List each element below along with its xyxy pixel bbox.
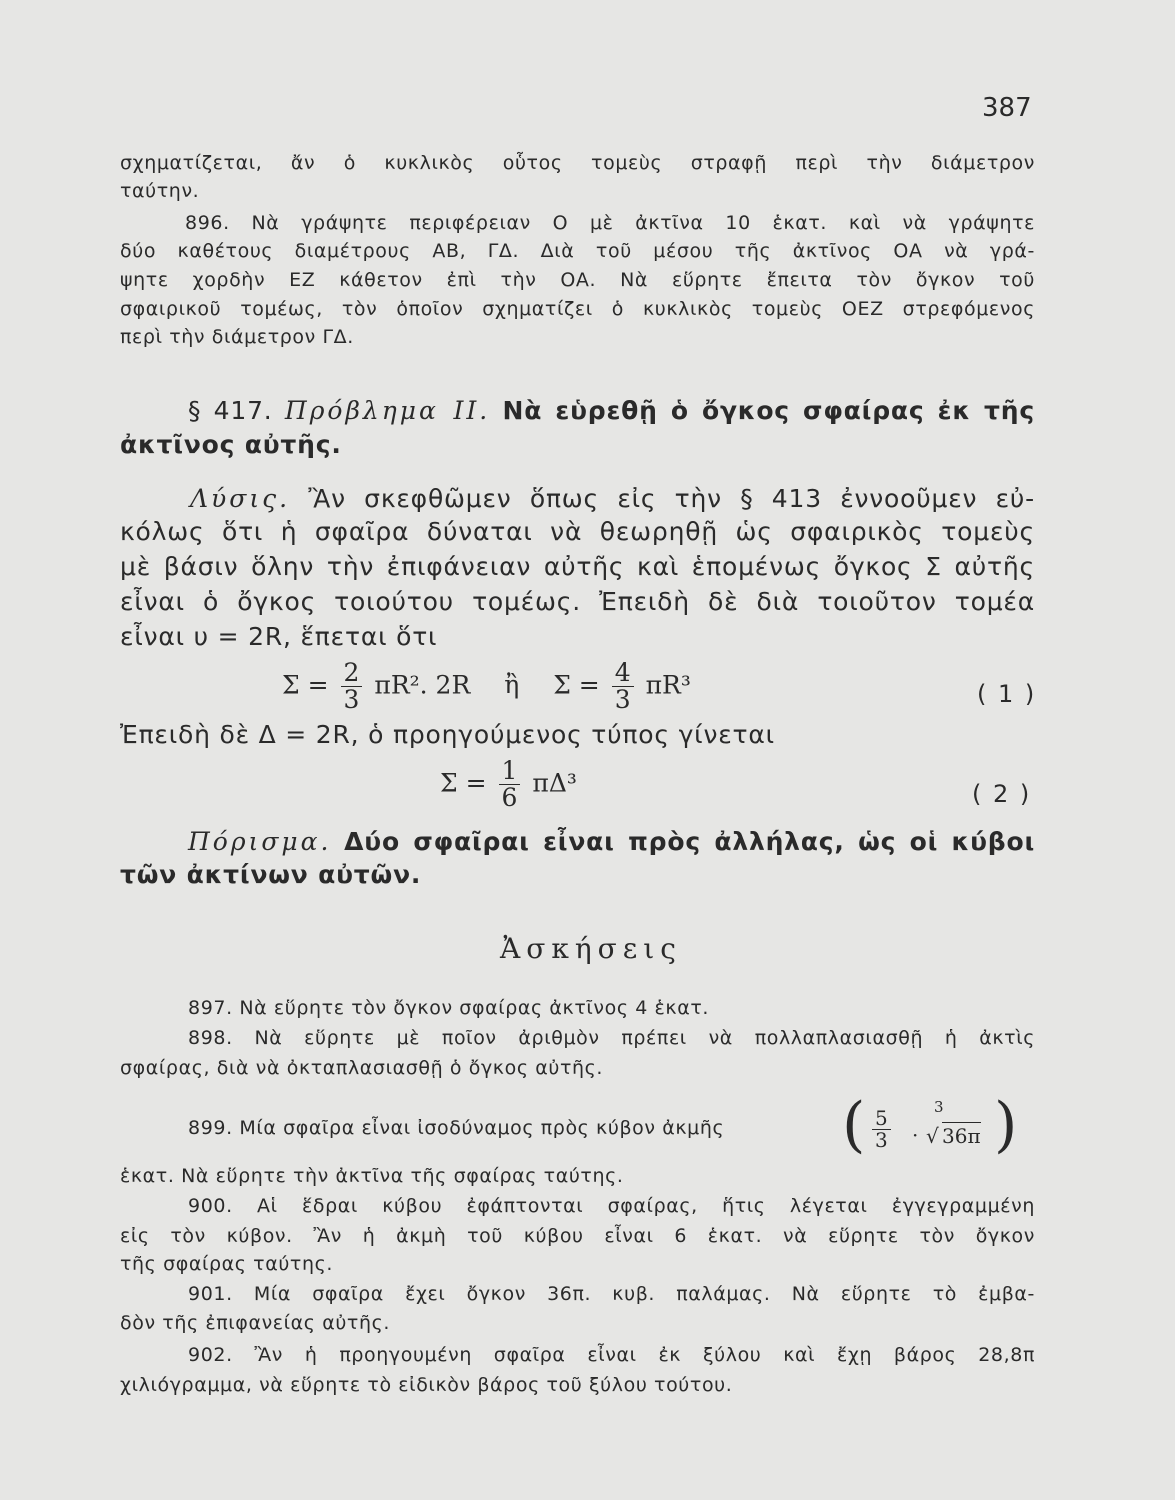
exercise-896-line-5: περὶ τὴν διάμετρον ΓΔ. bbox=[120, 326, 354, 348]
formula-1-lhs: Σ = bbox=[282, 670, 329, 700]
formula-2-fraction bbox=[499, 758, 521, 812]
exercise-899-line-2: ἑκατ. Νὰ εὕρητε τὴν ἀκτῖνα τῆς σφαίρας ταύτης. bbox=[120, 1165, 624, 1187]
exercises-heading: Ἀσκήσεις bbox=[500, 932, 682, 965]
exercise-896-line-3: ψητε χορδὴν ΕΖ κάθετον ἐπὶ τὴν ΟΑ. Νὰ εὕρητε ἔπειτα τὸν ὄγκον τοῦ bbox=[120, 269, 1035, 291]
formula-2-term: πΔ³ bbox=[532, 768, 577, 798]
root-index: 3 bbox=[934, 1098, 944, 1116]
exercise-901-line-1: 901. Μία σφαῖρα ἔχει ὄγκον 36π. κυβ. παλάμας. Νὰ εὕρητε τὸ ἐμβα- bbox=[188, 1283, 1035, 1305]
fraction-denominator: 3 bbox=[875, 1128, 888, 1152]
exercise-899-line-1: 899. Μία σφαῖρα εἶναι ἰσοδύναμος πρὸς κύβον ἀκμῆς bbox=[188, 1117, 725, 1139]
exercise-898-line-2: σφαίρας, διὰ νὰ ὀκταπλασιασθῇ ὁ ὄγκος αὐτῆς. bbox=[120, 1057, 604, 1079]
formula-1-lhs-2: Σ = bbox=[553, 670, 600, 700]
exercise-900-line-3: τῆς σφαίρας ταύτης. bbox=[120, 1253, 334, 1275]
exercise-902-line-1: 902. Ἂν ἡ προηγουμένη σφαῖρα εἶναι ἐκ ξύλου καὶ ἔχῃ βάρος 28,8π bbox=[188, 1344, 1035, 1366]
porism-label: Πόρισμα. bbox=[188, 827, 332, 856]
solution-line-1-text: Ἂν σκεφθῶμεν ὅπως εἰς τὴν § 413 ἐννοοῦμεν εὐ- bbox=[308, 484, 1035, 513]
intro-line-2: ταύτην. bbox=[120, 180, 200, 202]
equation-number-2: ( 2 ) bbox=[972, 780, 1032, 808]
formula-1-fraction-2 bbox=[612, 660, 634, 714]
exercise-899-fraction bbox=[872, 1108, 891, 1151]
exercise-898-line-1: 898. Νὰ εὕρητε μὲ ποῖον ἀριθμὸν πρέπει νὰ πολλαπλασιασθῇ ἡ ἀκτὶς bbox=[188, 1027, 1035, 1049]
solution-line-4: εἶναι ὁ ὄγκος τοιούτου τομέως. Ἐπειδὴ δὲ διὰ τοιοῦτον τομέα bbox=[120, 587, 1035, 616]
section-number: § 417. bbox=[188, 396, 273, 425]
formula-1 bbox=[282, 660, 691, 714]
exercise-896-line-4: σφαιρικοῦ τομέως, τὸν ὁποῖον σχηματίζει ὁ κυκλικὸς τομεὺς ΟΕΖ στρεφόμενος bbox=[120, 298, 1035, 320]
exercise-896-line-1: 896. Νὰ γράψητε περιφέρειαν Ο μὲ ἀκτῖνα 10 ἑκατ. καὶ νὰ γράψητε bbox=[185, 212, 1035, 234]
exercise-900-line-2: εἰς τὸν κύβον. Ἂν ἡ ἀκμὴ τοῦ κύβου εἶναι 6 ἑκατ. νὰ εὕρητε τὸν ὄγκον bbox=[120, 1225, 1035, 1247]
exercise-901-line-2: δὸν τῆς ἐπιφανείας αὐτῆς. bbox=[120, 1312, 390, 1334]
fraction-denominator: 6 bbox=[501, 783, 518, 813]
intro-line-1: σχηματίζεται, ἄν ὁ κυκλικὸς οὗτος τομεὺς στραφῇ περὶ τὴν διάμετρον bbox=[120, 152, 1035, 174]
multiplication-dot: · bbox=[912, 1123, 919, 1147]
solution-line-6: Ἐπειδὴ δὲ Δ = 2R, ὁ προηγούμενος τύπος γίνεται bbox=[120, 720, 775, 749]
fraction-numerator: 5 bbox=[872, 1108, 891, 1130]
solution-line-2: κόλως ὅτι ἡ σφαῖρα δύναται νὰ θεωρηθῇ ὡς σφαιρικὸς τομεὺς bbox=[120, 517, 1035, 546]
exercise-900-line-1: 900. Αἱ ἕδραι κύβου ἐφάπτονται σφαίρας, ἥτις λέγεται ἐγγεγραμμένη bbox=[188, 1195, 1035, 1217]
root-radicand: 36π bbox=[942, 1124, 981, 1148]
fraction-numerator: 4 bbox=[612, 660, 634, 687]
exercise-902-line-2: χιλιόγραμμα, νὰ εὕρητε τὸ εἰδικὸν βάρος τοῦ ξύλου τούτου. bbox=[120, 1374, 733, 1396]
porism-text-part-1: Δύο σφαῖραι εἶναι πρὸς ἀλλήλας, ὡς οἱ κύβοι bbox=[344, 827, 1035, 856]
solution-line-1 bbox=[190, 484, 1035, 513]
porism-line-1 bbox=[188, 827, 1035, 856]
formula-2 bbox=[440, 758, 577, 812]
equation-number-1: ( 1 ) bbox=[977, 680, 1037, 708]
solution-line-3: μὲ βάσιν ὅλην τὴν ἐπιφάνειαν αὐτῆς καὶ ἑπομένως ὄγκος Σ αὐτῆς bbox=[120, 552, 1035, 581]
formula-1-term-1: πR². 2R bbox=[374, 670, 471, 700]
radical-sign: √ bbox=[926, 1124, 939, 1148]
porism-text-part-2: τῶν ἀκτίνων αὐτῶν. bbox=[120, 860, 422, 889]
formula-2-lhs: Σ = bbox=[440, 768, 487, 798]
formula-1-fraction-1 bbox=[341, 660, 363, 714]
exercise-896-line-2: δύο καθέτους διαμέτρους ΑΒ, ΓΔ. Διὰ τοῦ μέσου τῆς ἀκτῖνος ΟΑ νὰ γρά- bbox=[120, 240, 1035, 262]
section-title-part-1: Νὰ εὑρεθῇ ὁ ὄγκος σφαίρας ἐκ τῆς bbox=[502, 396, 1035, 425]
section-label: Πρόβλημα ΙΙ. bbox=[284, 396, 491, 425]
formula-1-or: ἢ bbox=[504, 670, 520, 700]
fraction-numerator: 1 bbox=[499, 758, 521, 785]
page-number: 387 bbox=[982, 93, 1032, 123]
exercise-897: 897. Νὰ εὕρητε τὸν ὄγκον σφαίρας ἀκτῖνος 4 ἑκατ. bbox=[188, 997, 710, 1019]
fraction-denominator: 3 bbox=[614, 685, 631, 715]
left-parenthesis: ( bbox=[842, 1090, 866, 1160]
section-title-part-2: ἀκτῖνος αὐτῆς. bbox=[120, 430, 342, 459]
formula-1-term-2: πR³ bbox=[645, 670, 691, 700]
section-heading-line-1 bbox=[188, 396, 1035, 425]
solution-line-5: εἶναι υ = 2R, ἕπεται ὅτι bbox=[120, 622, 438, 651]
solution-label: Λύσις. bbox=[190, 484, 291, 513]
fraction-numerator: 2 bbox=[341, 660, 363, 687]
right-parenthesis: ) bbox=[994, 1090, 1018, 1160]
fraction-denominator: 3 bbox=[343, 685, 360, 715]
